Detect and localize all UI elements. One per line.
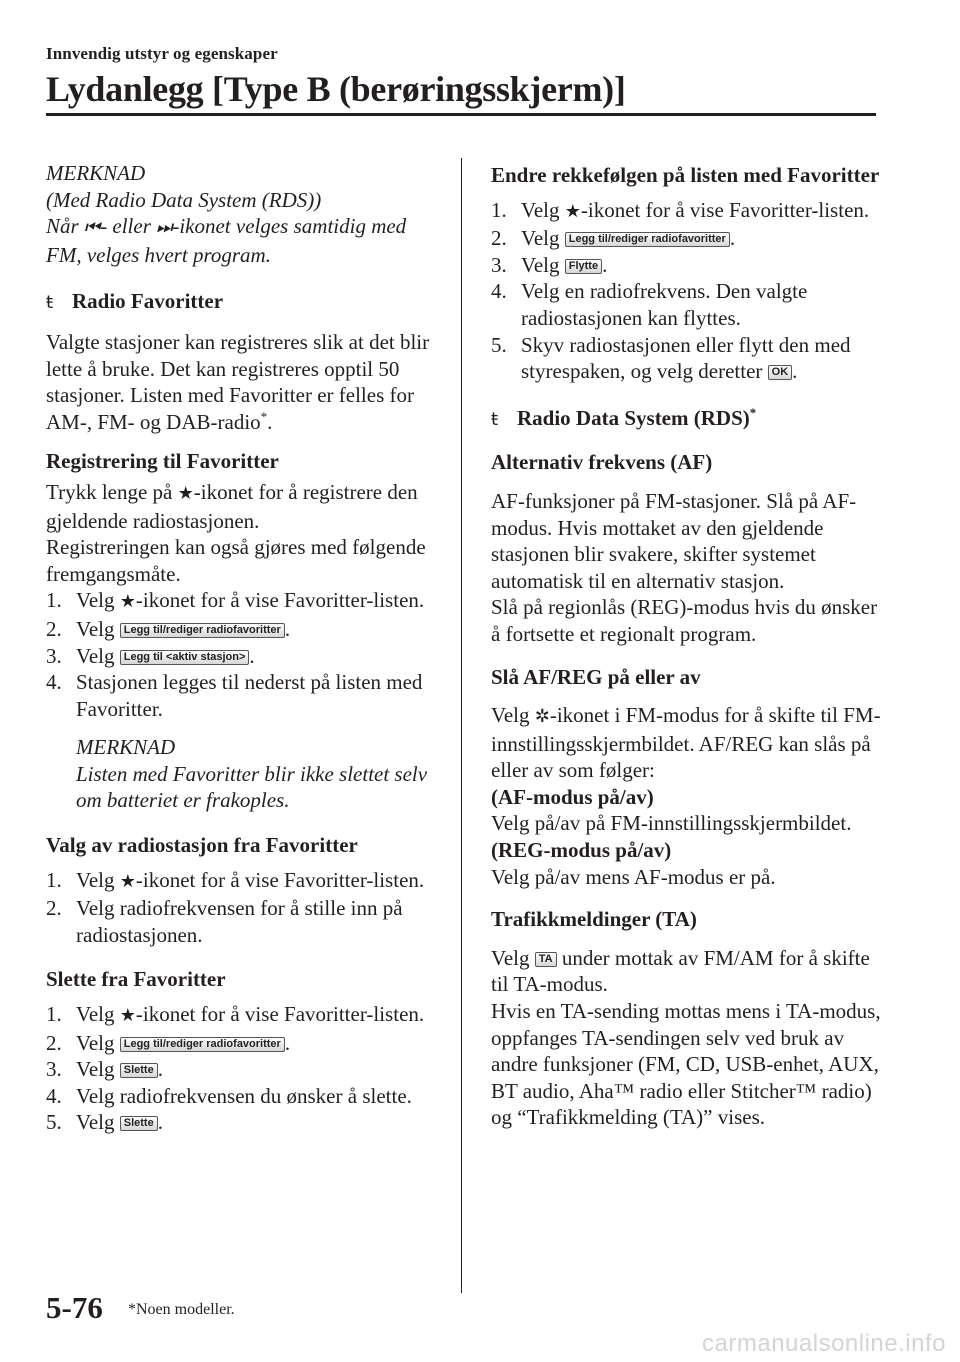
- gear-icon: ✲: [534, 706, 550, 728]
- register-intro-b: -ikonet for å registrere den gjeldende radiostasjonen.: [46, 479, 418, 533]
- step-number: 1.: [46, 1002, 62, 1027]
- register-intro-2: Registreringen kan også gjøres med følgende fremgangsmåte.: [46, 535, 426, 586]
- rds-heading-text: [517, 405, 756, 432]
- add-active-station-button[interactable]: Legg til <aktiv stasjon>: [120, 650, 250, 665]
- star-icon: ★: [119, 870, 136, 892]
- step-text: Velg en radiofrekvens. Den valgte radiostasjonen kan flyttes.: [521, 279, 808, 330]
- af-heading: Alternativ frekvens (AF): [491, 450, 713, 475]
- af-text: AF-funksjoner på FM-stasjoner. Slå på AF-modus. Hvis mottaket av den gjeldende stasjonen blir svakere, skifter systemet automatisk til en alternativ stasjon.: [491, 488, 857, 593]
- right-column: [491, 160, 891, 1131]
- asterisk-mark: *: [260, 408, 268, 424]
- step-number: 1.: [491, 197, 507, 222]
- list-item: [46, 867, 442, 896]
- step-text: Skyv radiostasjonen eller flytt den med styrespaken, og velg deretter: [521, 332, 851, 384]
- page-header: [46, 44, 626, 110]
- add-edit-favorites-button[interactable]: Legg til/rediger radiofavoritter: [120, 623, 285, 638]
- add-edit-favorites-button[interactable]: Legg til/rediger radiofavoritter: [120, 1037, 285, 1052]
- rds-heading-label: Radio Data System (RDS): [517, 405, 750, 430]
- step-number: 2.: [46, 616, 62, 641]
- asterisk-mark: *: [749, 404, 757, 420]
- delete-heading: Slette fra Favoritter: [46, 967, 226, 992]
- step-text: Velg: [76, 643, 120, 668]
- af-mode-heading: (AF-modus på/av): [491, 784, 654, 809]
- note-text-a: Når: [46, 214, 84, 239]
- step-text: Velg: [76, 616, 120, 641]
- step-number: 1.: [46, 588, 62, 613]
- afreg-text: [491, 702, 891, 784]
- af-mode-text: Velg på/av på FM-innstillingsskjermbildet.: [491, 811, 852, 836]
- ta-button[interactable]: TA: [535, 952, 557, 967]
- star-icon: ★: [564, 200, 581, 222]
- list-item: [46, 1056, 442, 1083]
- title-rule: [46, 113, 876, 116]
- section-bullet-icon: ŧ: [491, 408, 499, 430]
- step-number: 2.: [491, 226, 507, 251]
- ta-heading: Trafikkmeldinger (TA): [491, 907, 697, 932]
- favorites-heading-text: Radio Favoritter: [72, 289, 224, 314]
- watermark: carmanualsonline.info: [702, 1330, 946, 1357]
- afreg-text-a: Velg: [491, 703, 535, 728]
- star-icon: ★: [119, 1005, 136, 1027]
- step-text: .: [157, 1057, 163, 1082]
- reg-text: Slå på regionlås (REG)-modus hvis du ønsker å fortsette et regionalt program.: [491, 595, 878, 646]
- star-icon: ★: [177, 482, 194, 504]
- step-number: 4.: [491, 279, 507, 304]
- list-item: [46, 1030, 442, 1057]
- afreg-heading: Slå AF/REG på eller av: [491, 664, 701, 689]
- register-heading: Registrering til Favoritter: [46, 449, 279, 474]
- step-text: .: [284, 1030, 291, 1055]
- step-number: 3.: [491, 252, 507, 277]
- register-intro: [46, 479, 442, 534]
- register-intro-a: Trykk lenge på: [46, 479, 178, 504]
- reg-mode-text: Velg på/av mens AF-modus er på.: [491, 864, 776, 889]
- step-text: Velg: [521, 197, 565, 222]
- section-bullet-icon: ŧ: [46, 292, 54, 314]
- step-text: .: [284, 616, 291, 641]
- list-item: [46, 1001, 442, 1030]
- afreg-text-b: -ikonet i FM-modus for å skifte til FM-innstillingsskjermbildet. AF/REG kan slås på eller av som følger:: [491, 703, 881, 783]
- list-item: [491, 332, 891, 385]
- step-text: .: [792, 359, 798, 384]
- star-icon: ★: [119, 591, 136, 613]
- ta-text-b: under mottak av FM/AM for å skifte til TA-modus.: [491, 945, 870, 997]
- register-steps: [46, 587, 442, 722]
- note-text-b: - eller: [100, 214, 157, 239]
- step-number: 3.: [46, 1057, 62, 1082]
- seek-back-icon: ⏮: [83, 217, 101, 239]
- move-button[interactable]: Flytte: [565, 259, 602, 274]
- step-text: Velg: [76, 1057, 120, 1082]
- step-text: Velg radiofrekvensen for å stille inn på radiostasjonen.: [76, 896, 403, 947]
- step-text: Stasjonen legges til nederst på listen med Favoritter.: [76, 670, 423, 721]
- step-text: .: [602, 252, 608, 277]
- step-text: .: [157, 1110, 163, 1135]
- ok-button[interactable]: OK: [768, 365, 793, 380]
- select-steps: [46, 867, 442, 949]
- ta-text-2: Hvis en TA-sending mottas mens i TA-modus, oppfanges TA-sendingen selv ved bruk av andre funksjoner (FM, CD, USB-enhet, AUX, BT audio, Aha™ radio eller Stitcher™ radio) og “Trafikkmelding (TA)” vises.: [491, 999, 881, 1130]
- step-text: -ikonet for å vise Favoritter-listen.: [135, 867, 425, 892]
- step-text: Velg: [521, 226, 565, 251]
- favorites-intro: [46, 329, 442, 435]
- page-title: Lydanlegg [Type B (berøringsskjerm)]: [46, 69, 626, 109]
- note-heading: MERKNAD: [46, 161, 146, 185]
- step-number: 5.: [46, 1110, 62, 1135]
- ta-text: [491, 945, 891, 998]
- step-number: 4.: [46, 1083, 62, 1108]
- reg-mode-heading: (REG-modus på/av): [491, 838, 672, 863]
- ta-text-a: Velg: [491, 945, 535, 970]
- step-text: Velg: [76, 867, 120, 892]
- delete-button[interactable]: Slette: [120, 1116, 158, 1131]
- step-text: Velg: [76, 1002, 120, 1027]
- list-item: [46, 1109, 442, 1136]
- step-text: Velg radiofrekvensen du ønsker å slette.: [76, 1083, 412, 1108]
- step-text: Velg: [76, 588, 120, 613]
- list-item: [491, 278, 891, 331]
- note-subheading: (Med Radio Data System (RDS)): [46, 187, 322, 212]
- note-text-c: -ikonet velges samtidig med FM, velges hvert program.: [46, 214, 407, 267]
- favorites-intro-text: Valgte stasjoner kan registreres slik at det blir lette å bruke. Det kan registreres opptil 50 stasjoner. Listen med Favoritter er felles for AM-, FM- og DAB-radio: [46, 329, 430, 434]
- delete-button[interactable]: Slette: [120, 1063, 158, 1078]
- left-column: [46, 160, 442, 1136]
- list-item: [46, 895, 442, 948]
- step-text: .: [729, 226, 736, 251]
- select-heading: Valg av radiostasjon fra Favoritter: [46, 833, 358, 858]
- step-text: -ikonet for å vise Favoritter-listen.: [135, 588, 425, 613]
- seek-forward-icon: ⏭: [156, 217, 173, 239]
- list-item: [46, 643, 442, 670]
- section-label: Innvendig utstyr og egenskaper: [46, 44, 278, 63]
- page-number: 5-76: [46, 1290, 103, 1325]
- step-text: Velg: [76, 1030, 120, 1055]
- step-text: -ikonet for å vise Favoritter-listen.: [580, 197, 870, 222]
- step-number: 4.: [46, 670, 62, 695]
- reorder-heading: Endre rekkefølgen på listen med Favoritter: [491, 163, 880, 187]
- step-text: Velg: [521, 252, 565, 277]
- favorites-heading: [46, 288, 442, 317]
- step-text: Velg: [76, 1110, 120, 1135]
- step-number: 1.: [46, 867, 62, 892]
- list-item: [46, 1083, 442, 1110]
- list-item: [491, 197, 891, 226]
- footnote: *Noen modeller.: [128, 1301, 235, 1318]
- step-number: 2.: [46, 896, 62, 921]
- delete-steps: [46, 1001, 442, 1136]
- column-divider: [461, 158, 462, 1293]
- step-number: 5.: [491, 332, 507, 357]
- list-item: [46, 616, 442, 643]
- list-item: [491, 252, 891, 279]
- favorites-intro-end: .: [267, 409, 273, 434]
- step-number: 3.: [46, 643, 62, 668]
- list-item: [46, 669, 442, 722]
- note-text: [46, 213, 442, 268]
- note-heading: MERKNAD: [76, 735, 176, 760]
- step-text: .: [249, 643, 255, 668]
- list-item: [46, 587, 442, 616]
- step-number: 2.: [46, 1030, 62, 1055]
- step-text: -ikonet for å vise Favoritter-listen.: [135, 1002, 425, 1027]
- note-block: [76, 734, 442, 814]
- add-edit-favorites-button[interactable]: Legg til/rediger radiofavoritter: [565, 232, 730, 247]
- reorder-steps: [491, 197, 891, 385]
- rds-heading: [491, 405, 891, 434]
- list-item: [491, 225, 891, 252]
- note-text: Listen med Favoritter blir ikke slettet selv om batteriet er frakoples.: [76, 761, 428, 813]
